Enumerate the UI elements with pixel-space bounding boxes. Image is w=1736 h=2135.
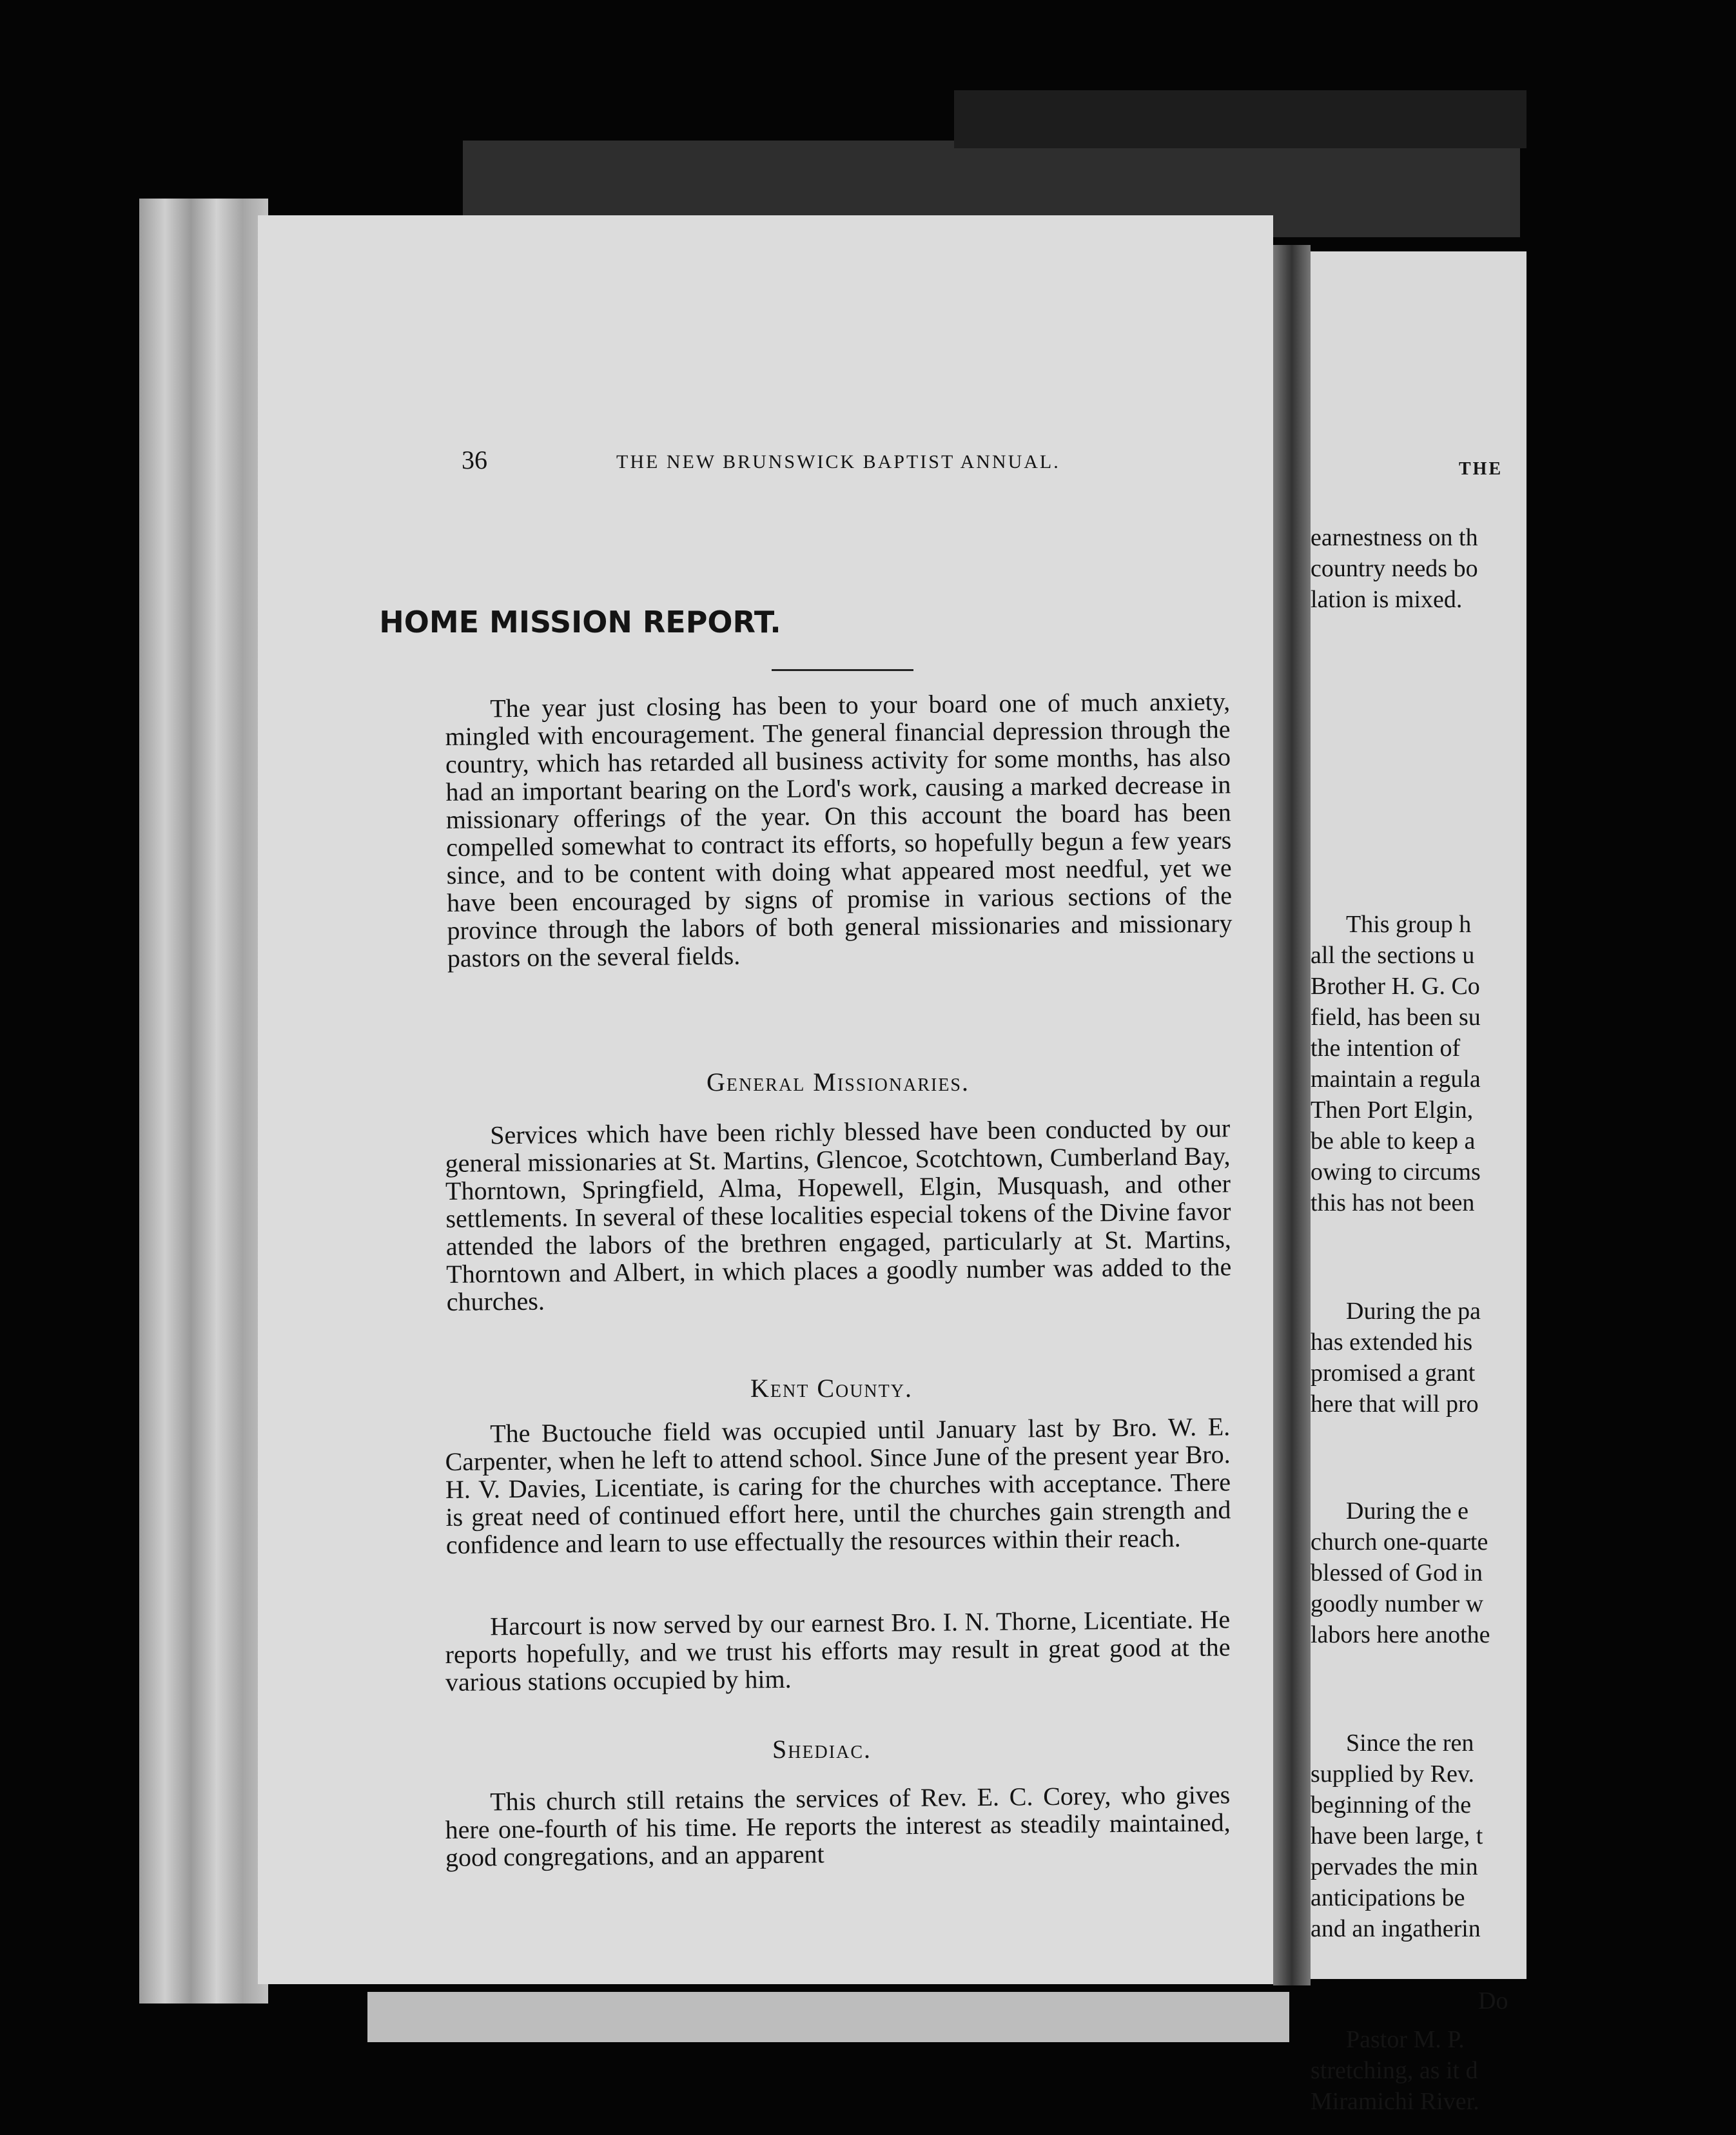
running-head: THE NEW BRUNSWICK BAPTIST ANNUAL. <box>616 451 1060 473</box>
right-page-line: Then Port Elgin, <box>1311 1097 1474 1124</box>
kent-county-paragraph-2: Harcourt is now served by our earnest Bro. I. N. Thorne, Licentiate. He reports hopefully, and we trust his efforts may result in great good at the various stations occupied by him. <box>445 1604 1231 1697</box>
right-page-line: be able to keep a <box>1311 1127 1476 1155</box>
right-page-line: beginning of the <box>1311 1791 1472 1818</box>
page-number: 36 <box>462 445 487 474</box>
right-page-line: During the pa <box>1346 1298 1481 1325</box>
right-page-line: the intention of <box>1311 1035 1461 1062</box>
right-page-line: promised a grant <box>1311 1360 1476 1387</box>
shediac-paragraph: This church still retains the services of Rev. E. C. Corey, who gives here one-fourth of his time. He reports the interest as steadily maintained, good congregations, and an apparent <box>445 1780 1231 1872</box>
left-page <box>258 215 1273 1984</box>
general-missionaries-paragraph: Services which have been richly blessed have been conducted by our general missionaries at St. Martins, Glencoe, Scotchtown, Cumberland Bay, Thorntown, Springfield, Alma, Hopewell, Elgin, Musquash, and other settlements. In several of these localities especial tokens of the Divine favor attended the labors of the brethren engaged, particularly at St. Martins, Thorntown and Albert, in which places a goodly number was added to the churches. <box>445 1113 1232 1316</box>
right-page-line: stretching, as it d <box>1311 2057 1478 2084</box>
right-page-line: Pastor M. P. <box>1346 2026 1465 2053</box>
right-page-line: blessed of God in <box>1311 1559 1483 1586</box>
binding-strap <box>954 90 1526 148</box>
right-page-line: lation is mixed. <box>1311 586 1463 613</box>
heading-general-missionaries: General Missionaries. <box>706 1068 970 1097</box>
page-stack-edge <box>139 199 268 2003</box>
right-page-line: here that will pro <box>1311 1390 1479 1418</box>
right-page-line: and an ingatherin <box>1311 1915 1481 1942</box>
right-page-line: Brother H. G. Co <box>1311 973 1480 1000</box>
page-header <box>462 445 1126 480</box>
page-bottom-edge <box>367 1992 1289 2042</box>
right-page-line: maintain a regula <box>1311 1066 1481 1093</box>
heading-kent-county: Kent County. <box>750 1374 913 1403</box>
right-page <box>1311 251 1526 2115</box>
right-page-line: have been large, t <box>1311 1822 1483 1849</box>
book-gutter <box>1273 245 1311 1985</box>
right-page-line: Miramichi River. <box>1311 2088 1479 2115</box>
right-page-line: During the e <box>1346 1497 1468 1525</box>
right-page-line: anticipations be <box>1311 1884 1465 1911</box>
title-rule <box>772 669 913 671</box>
right-page-line: church one-quarte <box>1311 1528 1488 1555</box>
right-page-line: earnestness on th <box>1311 524 1478 551</box>
right-page-line: This group h <box>1346 911 1472 938</box>
right-page-line: this has not been <box>1311 1189 1475 1216</box>
right-running-head: THE <box>1459 459 1503 479</box>
right-page-line: labors here anothe <box>1311 1621 1490 1648</box>
kent-county-paragraph-1: The Buctouche field was occupied until January last by Bro. W. E. Carpenter, when he left to attend school. Since June of the present year Bro. H. V. Davies, Licentiate, is caring for the churches with acceptance. There is great need of continued effort here, until the churches gain strength and confidence and learn to use effectually the resources within their reach. <box>445 1412 1231 1559</box>
right-page-line: Do <box>1478 1987 1508 2014</box>
right-page-line: Since the ren <box>1346 1730 1474 1757</box>
right-page-line: has extended his <box>1311 1329 1473 1356</box>
intro-paragraph: The year just closing has been to your board one of much anxiety, mingled with encouragement. The general financial depression through the country, which has retarded all business activity for some months, has also had an important bearing on the Lord's work, causing a marked decrease in missionary offerings of the year. On this account the board has been compelled somewhat to contract its efforts, so hopefully begun a few years since, and to be content with doing what appeared most needful, yet we have been encouraged by signs of promise in various sections of the province through the labors of both general missionaries and missionary pastors on the several fields. <box>445 687 1233 973</box>
right-page-line: country needs bo <box>1311 555 1478 582</box>
right-page-line: all the sections u <box>1311 942 1475 969</box>
right-page-line: supplied by Rev. <box>1311 1760 1475 1788</box>
right-page-line: owing to circums <box>1311 1158 1481 1185</box>
right-page-line: field, has been su <box>1311 1004 1481 1031</box>
heading-shediac: Shediac. <box>772 1735 872 1764</box>
right-page-line: goodly number w <box>1311 1590 1484 1617</box>
right-page-line: pervades the min <box>1311 1853 1478 1880</box>
report-title: HOME MISSION REPORT. <box>379 605 781 639</box>
